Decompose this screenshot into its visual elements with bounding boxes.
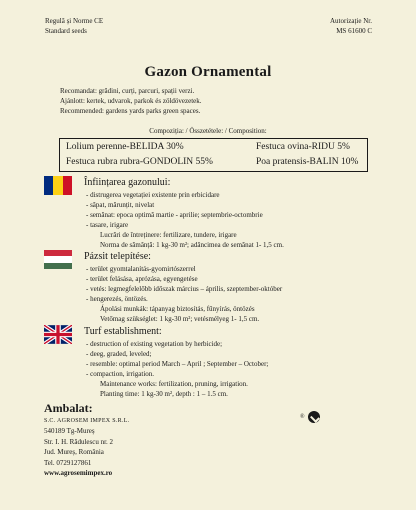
recommended-uses — [60, 86, 202, 116]
instruction-line: - distrugerea vegetației existente prin erbicidare — [86, 191, 220, 199]
romania-flag-icon — [44, 176, 72, 195]
composition-heading: Compoziția: / Összetétele: / Composition: — [149, 127, 267, 135]
header-authorization — [330, 16, 372, 36]
recommended-ro: Recomandat: grădini, curți, parcuri, spații verzi. — [60, 87, 195, 95]
certification-marks — [300, 411, 320, 423]
header-left-line2: Standard seeds — [45, 27, 87, 35]
instruction-line: - compaction, irrigation. — [86, 370, 155, 378]
instruction-line: Lucrări de întreținere: fertilizare, tundere, irigare — [100, 231, 237, 239]
header-right-line1: Autorizație Nr. — [330, 17, 372, 25]
instruction-line: - terület gyomtalanítás-gyomirtószerrel — [86, 265, 196, 273]
instruction-line: Norma de sămânță: 1 kg-30 m²; adâncimea de semănat 1- 1,5 cm. — [100, 241, 284, 249]
instruction-line: - resemble: optimal period March – April ; September – October; — [86, 360, 269, 368]
address-line: Jud. Mureș, România — [44, 448, 104, 457]
header-left-line1: Regulă și Norme CE — [45, 17, 104, 25]
composition-item: Festuca rubra rubra-GONDOLIN 55% — [66, 157, 213, 167]
uk-flag-icon — [44, 325, 72, 344]
section-title-hu: Pázsit telepítése: — [84, 251, 151, 262]
composition-item: Festuca ovina-RIDU 5% — [256, 142, 350, 152]
recommended-en: Recommended: gardens yards parks green spaces. — [60, 107, 201, 115]
section-body-hu — [86, 264, 282, 324]
section-body-en — [86, 339, 268, 399]
section-title-en: Turf establishment: — [84, 326, 162, 337]
instruction-line: - destruction of existing vegetation by herbicide; — [86, 340, 223, 348]
packager-company: S.C. AGROSEM IMPEX S.R.L. — [44, 418, 130, 424]
composition-box — [59, 138, 368, 172]
instruction-line: - vetés: legmegfelelőbb időszak március – április, szeptember-október — [86, 285, 283, 293]
section-title-ro: Înființarea gazonului: — [84, 177, 171, 188]
product-title: Gazon Ornamental — [144, 64, 272, 80]
header-standards — [45, 16, 103, 36]
composition-item: Poa pratensis-BALIN 10% — [256, 157, 359, 167]
packager-address — [44, 416, 130, 478]
instruction-line: Maintenance works: fertilization, pruning, irrigation. — [100, 380, 248, 388]
recycle-bag-icon — [308, 411, 320, 423]
packager-title: Ambalat: — [44, 401, 93, 415]
instruction-line: - tasare, irigare — [86, 221, 129, 229]
composition-item: Lolium perenne-BELIDA 30% — [66, 142, 184, 152]
instruction-line: - deeg, graded, leveled; — [86, 350, 152, 358]
registered-mark: ® — [300, 414, 305, 420]
header-right-line2: MS 61600 C — [336, 27, 372, 35]
instruction-line: - săpat, mărunțit, nivelat — [86, 201, 155, 209]
instruction-line: Ápolási munkák: tápanyag biztosítás, fűnyírás, öntözés — [100, 305, 255, 313]
recommended-hu: Ajánlott: kertek, udvarok, parkok és zöldövezetek. — [60, 97, 202, 105]
phone-line: Tel. 0729127861 — [44, 458, 92, 467]
instruction-line: - hengerezés, öntözés. — [86, 295, 148, 303]
instruction-line: Planting time: 1 kg-30 m², depth : 1 – 1.5 cm. — [100, 390, 228, 398]
address-line: Str. I. H. Rădulescu nr. 2 — [44, 437, 114, 446]
website-link[interactable]: www.agrosemimpex.ro — [44, 469, 113, 478]
instruction-line: Vetőmag szükséglet: 1 kg-30 m²; vetésmélyeg 1- 1,5 cm. — [100, 315, 260, 323]
section-body-ro — [86, 190, 284, 250]
hungary-flag-icon — [44, 250, 72, 269]
address-line: 540189 Tg-Mureș — [44, 427, 95, 436]
instruction-line: - semănat: epoca optimă martie - aprilie; septembrie-octombrie — [86, 211, 263, 219]
instruction-line: - terület felásása, aprózása, egyengetése — [86, 275, 198, 283]
